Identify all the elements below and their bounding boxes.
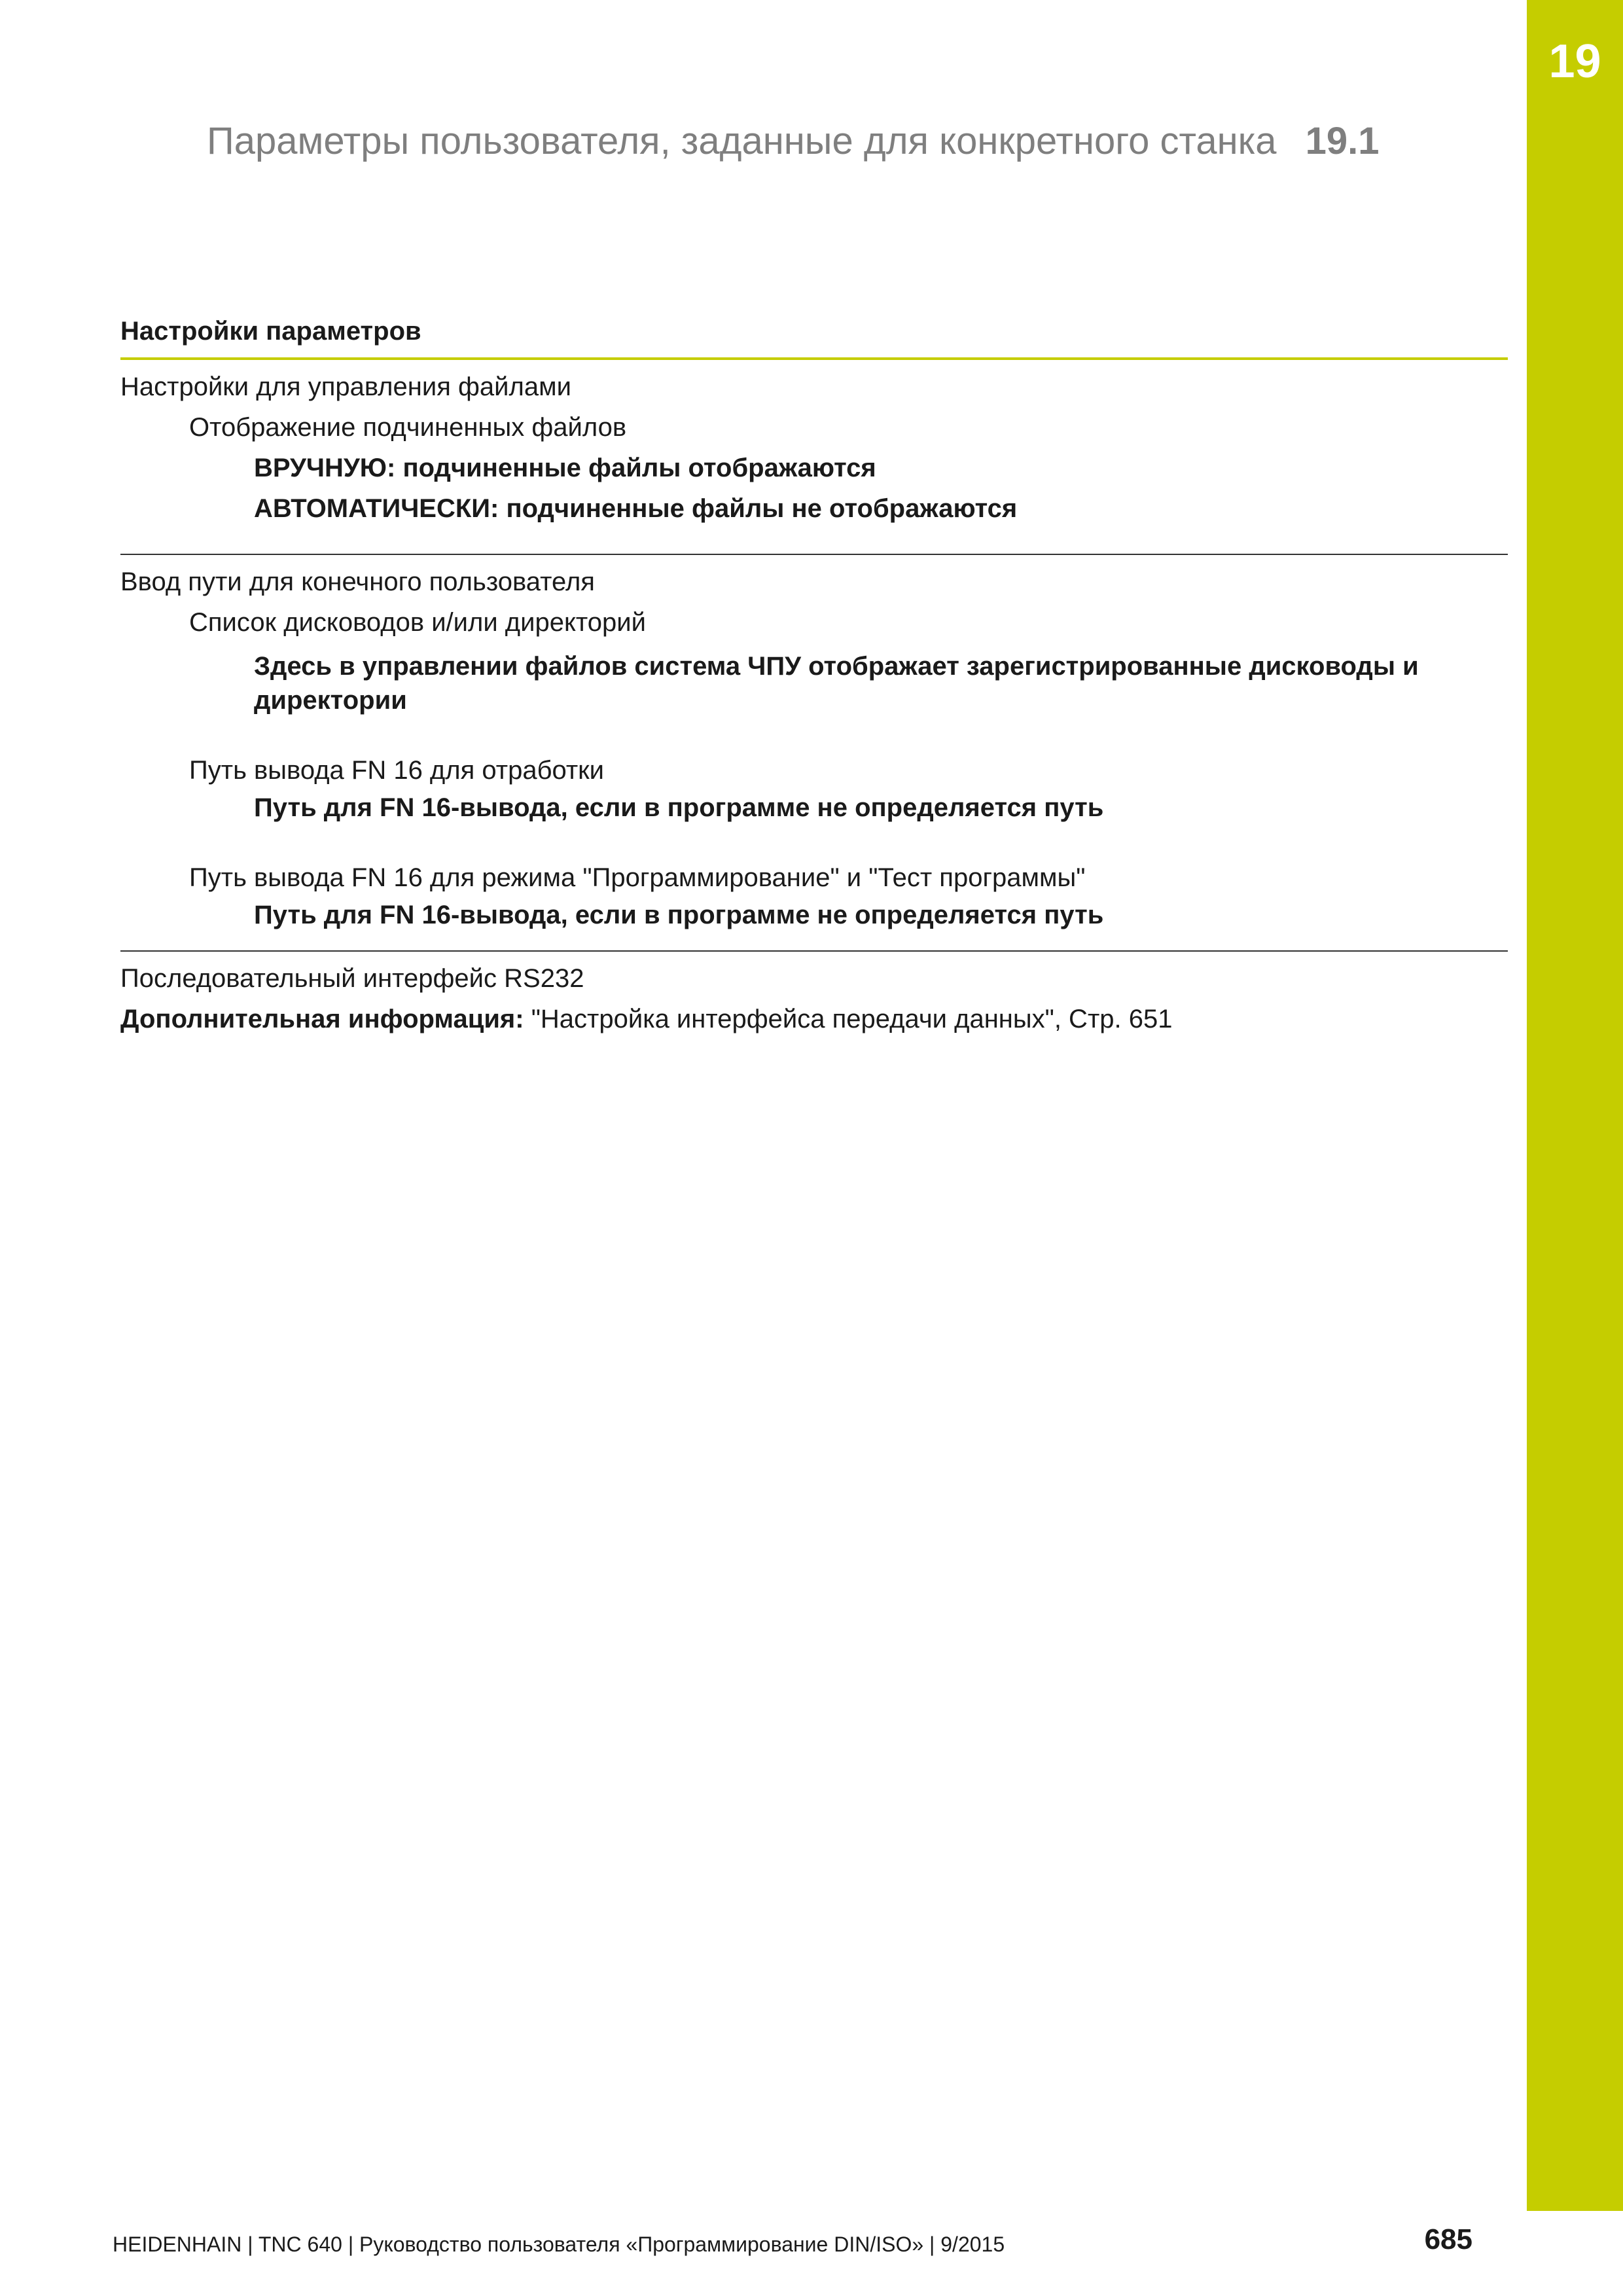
table-heading: Настройки параметров	[120, 317, 421, 346]
more-info-label: Дополнительная информация:	[120, 1005, 524, 1033]
footer-text: HEIDENHAIN | TNC 640 | Руководство пользователя «Программирование DIN/ISO» | 9/2015	[113, 2233, 1005, 2256]
more-info-line	[120, 999, 1508, 1039]
path-input-title: Ввод пути для конечного пользователя	[120, 567, 595, 596]
path-input-section	[120, 555, 1508, 932]
section-number: 19.1	[1305, 120, 1380, 162]
file-management-title: Настройки для управления файлами	[120, 372, 571, 401]
fn16-programming-description: Путь для FN 16-вывода, если в программе не определяется путь	[254, 901, 1104, 929]
fn16-programming-label: Путь вывода FN 16 для режима "Программирование" и "Тест программы"	[189, 863, 1086, 892]
serial-interface-section	[120, 952, 1508, 1039]
chapter-tab	[1527, 0, 1623, 2211]
parameter-table	[120, 310, 1508, 1039]
option-automatic: АВТОМАТИЧЕСКИ: подчиненные файлы не отображаются	[254, 494, 1018, 523]
page-number: 685	[1424, 2223, 1472, 2255]
more-info-link[interactable]: "Настройка интерфейса передачи данных", Стр. 651	[524, 1005, 1173, 1033]
dependent-files-label: Отображение подчиненных файлов	[189, 413, 627, 442]
serial-interface-title: Последовательный интерфейс RS232	[120, 964, 584, 993]
drive-list-description: Здесь в управлении файлов система ЧПУ отображает зарегистрированные дисководы и директории	[254, 652, 1419, 715]
page-header	[207, 118, 1379, 165]
header-title: Параметры пользователя, заданные для конкретного станка	[207, 120, 1277, 162]
drive-list-label: Список дисководов и/или директорий	[189, 608, 646, 637]
fn16-run-label: Путь вывода FN 16 для отработки	[189, 756, 605, 785]
option-manual: ВРУЧНУЮ: подчиненные файлы отображаются	[254, 454, 876, 482]
fn16-run-description: Путь для FN 16-вывода, если в программе не определяется путь	[254, 793, 1104, 822]
chapter-number: 19	[1548, 35, 1601, 88]
file-management-section	[120, 360, 1508, 529]
